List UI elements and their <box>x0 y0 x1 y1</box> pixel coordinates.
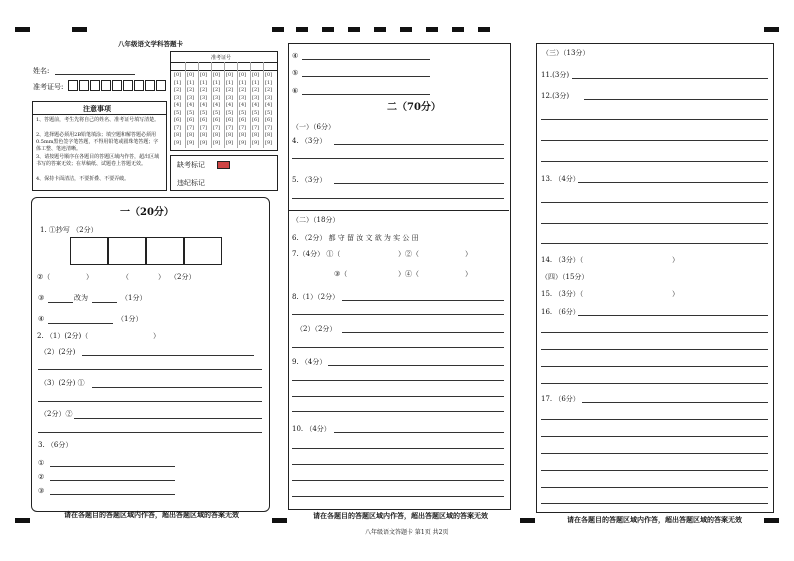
section2-sub1: （一）（6分） <box>292 123 335 131</box>
exam-number-bubble[interactable]: [1] <box>252 79 260 86</box>
registration-mark <box>15 518 30 523</box>
q17-line6[interactable] <box>541 487 768 488</box>
exam-number-bubble[interactable]: [1] <box>265 79 273 86</box>
q3-5-label: ⑤ <box>292 69 299 77</box>
section2-footer: 请在各题目的答题区域内作答，超出答题区域的答案无效 <box>313 511 488 520</box>
registration-mark <box>322 27 334 32</box>
exam-number-bubble[interactable]: [7] <box>200 124 208 131</box>
q1-copy-label: 1. ①抄写 （2分） <box>40 226 98 234</box>
page-footer: 八年级语文答题卡 第1页 共2页 <box>365 529 449 536</box>
registration-mark <box>272 518 287 523</box>
q8-line2[interactable] <box>292 314 504 315</box>
exam-no-label: 准考证号: <box>33 83 64 91</box>
section3-sub3: （三）（13分） <box>542 49 590 57</box>
grid-divider <box>185 62 186 148</box>
exam-number-bubble[interactable]: [7] <box>265 124 273 131</box>
exam-number-bubble[interactable]: [1] <box>239 79 247 86</box>
q17-line3[interactable] <box>541 436 768 437</box>
q16-line1[interactable] <box>578 315 768 316</box>
registration-mark <box>15 27 30 32</box>
exam-number-bubble[interactable]: [4] <box>265 102 273 108</box>
exam-number-bubble[interactable]: [7] <box>213 124 221 131</box>
q17-line7[interactable] <box>541 503 768 504</box>
exam-number-bubble[interactable]: [9] <box>213 139 221 146</box>
exam-number-bubble[interactable]: [3] <box>239 94 247 101</box>
exam-number-bubble[interactable]: [7] <box>174 124 182 131</box>
q2a-close: ） <box>153 332 160 340</box>
q2a-label: 2. （1）(2分)（ <box>37 332 89 340</box>
exam-number-bubble[interactable]: [2] <box>213 87 221 93</box>
notice-box <box>32 101 167 191</box>
exam-number-bubble[interactable]: [4] <box>200 102 208 108</box>
q1c-field2[interactable] <box>92 302 117 303</box>
q2d-line2[interactable] <box>38 432 262 433</box>
q6-label: 6. （2分） 都 守 留 汝 文 欲 为 实 公 田 <box>292 234 419 242</box>
q7b-end: ） <box>465 270 472 278</box>
q14-close: ） <box>672 256 679 264</box>
q2b-label: （2）(2分) <box>40 348 76 356</box>
q12-line1[interactable] <box>584 99 768 100</box>
q7a-end: ） <box>465 250 472 258</box>
exam-number-bubble[interactable]: [7] <box>239 124 247 131</box>
section1-title: 一（20分） <box>120 207 174 218</box>
section3-sub4: （四）（15分） <box>541 273 589 281</box>
exam-number-bubble[interactable]: [0] <box>174 72 182 78</box>
exam-number-bubble[interactable]: [1] <box>174 79 182 86</box>
registration-mark <box>764 518 779 523</box>
exam-number-bubble[interactable]: [7] <box>226 124 234 131</box>
q10-line2[interactable] <box>292 448 504 449</box>
q2c-line1[interactable] <box>92 387 262 388</box>
exam-number-bubble[interactable]: [5] <box>187 109 195 116</box>
exam-number-bubble[interactable]: [5] <box>252 109 260 116</box>
q3-3-line[interactable] <box>50 494 175 495</box>
exam-number-bubble[interactable]: [2] <box>174 87 182 93</box>
registration-mark <box>520 518 535 523</box>
registration-mark <box>296 27 308 32</box>
exam-number-bubble[interactable]: [9] <box>187 139 195 146</box>
exam-number-bubble[interactable]: [0] <box>265 72 273 78</box>
exam-number-bubble[interactable]: [1] <box>187 79 195 86</box>
q7a-label: 7.（4分） ①（ <box>292 250 341 258</box>
q1b-close1: ） <box>86 273 93 281</box>
exam-number-bubble[interactable]: [9] <box>174 139 182 146</box>
exam-number-bubble[interactable]: [8] <box>265 132 273 138</box>
q17-line1[interactable] <box>582 402 768 403</box>
absent-label: 缺考标记 <box>177 161 205 169</box>
q3-2-label: ② <box>38 473 45 481</box>
q13-label: 13. （4分） <box>541 175 580 183</box>
exam-number-bubble[interactable]: [8] <box>226 132 234 138</box>
registration-mark <box>272 27 284 32</box>
exam-number-bubble[interactable]: [3] <box>200 94 208 101</box>
exam-number-bubble[interactable]: [9] <box>200 139 208 146</box>
q5-line1[interactable] <box>334 183 504 184</box>
section3-footer: 请在各题目的答题区域内作答，超出答题区域的答案无效 <box>567 515 742 524</box>
q17-line2[interactable] <box>541 419 768 420</box>
q10-line5[interactable] <box>292 496 504 497</box>
exam-number-bubble[interactable]: [6] <box>200 117 208 123</box>
q3-4-label: ④ <box>292 52 299 60</box>
q2b-line1[interactable] <box>82 355 254 356</box>
exam-number-bubble[interactable]: [4] <box>174 102 182 108</box>
exam-number-bubble[interactable]: [1] <box>213 79 221 86</box>
q8b-line1[interactable] <box>342 332 504 333</box>
q1b-close2: ） <box>158 273 165 281</box>
section2-title: 二（70分） <box>387 102 441 113</box>
exam-number-bubble[interactable]: [5] <box>200 109 208 116</box>
notice-title: 注意事项 <box>83 104 111 113</box>
q3-1-label: ① <box>38 459 45 467</box>
exam-number-bubble[interactable]: [3] <box>174 94 182 101</box>
q1c-field1[interactable] <box>48 302 73 303</box>
exam-number-bubble[interactable]: [4] <box>252 102 260 108</box>
registration-mark <box>452 27 464 32</box>
q2d-line1[interactable] <box>74 418 262 419</box>
q16-line2[interactable] <box>541 332 768 333</box>
exam-number-bubble[interactable]: [5] <box>174 109 182 116</box>
q7b-mid: ）④（ <box>398 270 419 278</box>
q2c-label: （3）(2分) ① <box>40 379 85 387</box>
q16-line5[interactable] <box>541 383 768 384</box>
q9-line3[interactable] <box>292 396 504 397</box>
registration-mark <box>478 27 490 32</box>
q11-line1[interactable] <box>572 78 768 79</box>
exam-number-bubble[interactable]: [2] <box>226 87 234 93</box>
exam-number-bubble[interactable]: [8] <box>200 132 208 138</box>
exam-number-bubble[interactable]: [2] <box>200 87 208 93</box>
q5-label: 5. （3分） <box>292 176 327 184</box>
card-title: 八年级语文学科答题卡 <box>118 40 183 48</box>
section2-sub2: （二）（18分） <box>292 216 340 224</box>
exam-number-bubble[interactable]: [1] <box>200 79 208 86</box>
q10-label: 10. （4分） <box>292 425 331 433</box>
registration-mark <box>374 27 386 32</box>
exam-number-bubble[interactable]: [3] <box>265 94 273 101</box>
exam-number-bubble[interactable]: [6] <box>213 117 221 123</box>
q3-label: 3. （6分） <box>38 441 73 449</box>
q12-line3[interactable] <box>541 140 768 141</box>
q14-label: 14. （3分）（ <box>541 256 584 264</box>
q17-line4[interactable] <box>541 453 768 454</box>
q10-line3[interactable] <box>292 464 504 465</box>
q12-line4[interactable] <box>541 161 768 162</box>
exam-number-bubble[interactable]: [2] <box>265 87 273 93</box>
q8-line1[interactable] <box>342 300 504 301</box>
exam-number-bubble[interactable]: [6] <box>252 117 260 123</box>
exam-number-bubble[interactable]: [8] <box>213 132 221 138</box>
grid-divider <box>224 62 225 148</box>
grid-divider <box>198 62 199 148</box>
q1b-score: （2分） <box>170 273 196 281</box>
registration-mark <box>72 27 87 32</box>
absent-violation-box <box>170 155 278 191</box>
exam-number-bubble[interactable]: [5] <box>213 109 221 116</box>
exam-number-grid-title: 准考证号 <box>211 55 232 61</box>
q10-line4[interactable] <box>292 480 504 481</box>
q16-line4[interactable] <box>541 366 768 367</box>
q3-2-line[interactable] <box>50 480 175 481</box>
section1-footer: 请在各题目的答题区域内作答，超出答题区域的答案无效 <box>64 510 239 519</box>
exam-number-bubble[interactable]: [8] <box>252 132 260 138</box>
registration-mark <box>764 27 779 32</box>
q1c-score: （1分） <box>121 294 147 302</box>
exam-number-bubble[interactable]: [9] <box>226 139 234 146</box>
q3-6-line[interactable] <box>302 94 430 95</box>
q1b-open2: （ <box>122 273 129 281</box>
q3-5-line[interactable] <box>302 76 430 77</box>
exam-number-bubble[interactable]: [4] <box>213 102 221 108</box>
exam-number-bubble[interactable]: [0] <box>239 72 247 78</box>
notice-item: 2、选择题必须用2B铅笔填涂；填空题和解答题必须用0.5mm黑色签字笔答题，不得用铅笔或圆珠笔答题；字体工整、笔迹清晰。 <box>36 132 159 152</box>
q9-line2[interactable] <box>292 380 504 381</box>
q9-label: 9. （4分） <box>292 358 327 366</box>
exam-number-bubble[interactable]: [0] <box>200 72 208 78</box>
q4-label: 4. （3分） <box>292 137 327 145</box>
notice-item: 1、答题前，考生先将自己的姓名、准考证号填写清楚。 <box>36 117 160 123</box>
exam-number-bubble[interactable]: [0] <box>252 72 260 78</box>
q3-1-line[interactable] <box>50 466 175 467</box>
q7a-mid: ）②（ <box>398 250 419 258</box>
name-label: 姓名: <box>33 67 50 75</box>
exam-number-bubble[interactable]: [0] <box>226 72 234 78</box>
q11-label: 11.(3分) <box>541 71 570 79</box>
notice-item: 4、保持卡面清洁，不要折叠、不要弄破。 <box>36 176 130 182</box>
exam-number-bubble[interactable]: [2] <box>187 87 195 93</box>
q1d-label: ④ <box>38 315 45 323</box>
q4-line2[interactable] <box>292 158 504 159</box>
q12-line2[interactable] <box>541 119 768 120</box>
exam-number-bubble[interactable]: [9] <box>239 139 247 146</box>
registration-mark <box>348 27 360 32</box>
exam-number-bubble[interactable]: [1] <box>226 79 234 86</box>
q2d-label: （2分）② <box>40 410 73 418</box>
exam-number-bubble[interactable]: [3] <box>226 94 234 101</box>
q13-line1[interactable] <box>578 182 768 183</box>
exam-number-bubble[interactable]: [6] <box>239 117 247 123</box>
q1b-open: ②（ <box>37 273 51 281</box>
exam-number-bubble[interactable]: [8] <box>239 132 247 138</box>
name-field[interactable] <box>55 74 135 75</box>
q2c-line2[interactable] <box>38 401 262 402</box>
grid-divider <box>211 62 212 148</box>
exam-number-bubble[interactable]: [6] <box>174 117 182 123</box>
q3-4-line[interactable] <box>302 59 430 60</box>
q5-line2[interactable] <box>292 198 504 199</box>
q13-line4[interactable] <box>541 243 768 244</box>
q1c-mid: 改为 <box>74 294 88 302</box>
exam-number-bubble[interactable]: [5] <box>265 109 273 116</box>
exam-number-bubble[interactable]: [9] <box>252 139 260 146</box>
q1d-field[interactable] <box>48 323 113 324</box>
exam-number-bubble[interactable]: [6] <box>226 117 234 123</box>
exam-number-bubble[interactable]: [3] <box>213 94 221 101</box>
exam-number-bubble[interactable]: [4] <box>187 102 195 108</box>
grid-divider <box>263 62 264 148</box>
exam-number-bubble[interactable]: [4] <box>239 102 247 108</box>
exam-number-bubble[interactable]: [3] <box>187 94 195 101</box>
q8-label: 8.（1）（2分） <box>292 293 340 301</box>
exam-number-bubble[interactable]: [2] <box>239 87 247 93</box>
registration-mark <box>400 27 412 32</box>
q2b-line2[interactable] <box>38 369 262 370</box>
exam-number-bubble[interactable]: [7] <box>187 124 195 131</box>
q9-line4[interactable] <box>292 411 504 412</box>
exam-number-bubble[interactable]: [8] <box>174 132 182 138</box>
q15-label: 15. （3分）（ <box>541 290 584 298</box>
exam-number-bubble[interactable]: [2] <box>252 87 260 93</box>
exam-number-bubble[interactable]: [8] <box>187 132 195 138</box>
q4-line1[interactable] <box>334 144 504 145</box>
q7b-label: ③（ <box>334 270 348 278</box>
exam-number-bubble[interactable]: [5] <box>226 109 234 116</box>
q3-6-label: ⑥ <box>292 87 299 95</box>
q13-line2[interactable] <box>541 202 768 203</box>
q1c-label: ③ <box>38 294 45 302</box>
exam-number-bubble[interactable]: [4] <box>226 102 234 108</box>
exam-number-bubble[interactable]: [6] <box>187 117 195 123</box>
q8b-line2[interactable] <box>292 347 504 348</box>
q10-line1[interactable] <box>334 432 504 433</box>
q3-3-label: ③ <box>38 487 45 495</box>
registration-mark <box>426 27 438 32</box>
q12-label: 12.(3分) <box>541 92 570 100</box>
exam-number-bubble[interactable]: [3] <box>252 94 260 101</box>
q8b-label: （2）（2分） <box>296 325 337 333</box>
exam-number-bubble[interactable]: [5] <box>239 109 247 116</box>
exam-number-bubble[interactable]: [0] <box>213 72 221 78</box>
q17-line5[interactable] <box>541 470 768 471</box>
q13-line3[interactable] <box>541 223 768 224</box>
q17-label: 17. （6分） <box>541 395 580 403</box>
q16-label: 16. （6分） <box>541 308 580 316</box>
grid-divider <box>237 62 238 148</box>
q1d-score: （1分） <box>117 315 143 323</box>
exam-number-bubble[interactable]: [6] <box>265 117 273 123</box>
notice-item: 3、请按题号顺序在各题目的答题区域内作答，超出区域书写的答案无效；在草稿纸、试题卷上答题无效。 <box>36 154 160 167</box>
grid-divider <box>250 62 251 148</box>
absent-mark-box[interactable] <box>217 161 230 169</box>
exam-number-bubble[interactable]: [7] <box>252 124 260 131</box>
q16-line3[interactable] <box>541 349 768 350</box>
exam-number-bubble[interactable]: [9] <box>265 139 273 146</box>
exam-number-grid[interactable] <box>170 51 278 151</box>
exam-number-bubble[interactable]: [0] <box>187 72 195 78</box>
q15-close: ） <box>672 290 679 298</box>
violation-label: 违纪标记 <box>177 179 205 187</box>
q9-line1[interactable] <box>328 365 504 366</box>
